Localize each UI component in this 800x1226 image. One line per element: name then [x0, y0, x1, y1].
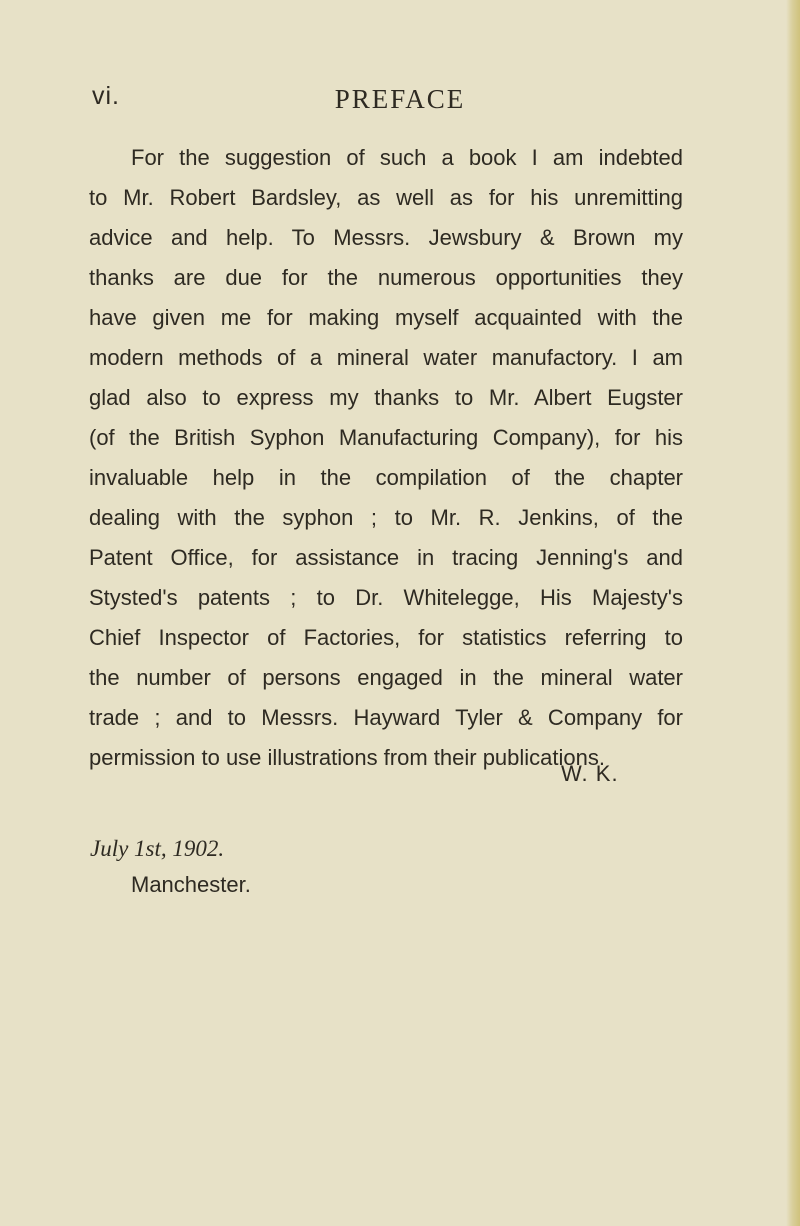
text-line: For the suggestion of such a book I am indebted	[131, 145, 683, 170]
page-edge	[786, 0, 800, 1226]
text-line: Stysted's patents ; to Dr. Whitelegge, His Majesty's	[89, 585, 683, 610]
preface-paragraph	[89, 138, 683, 778]
text-line: thanks are due for the numerous opportunities they	[89, 265, 683, 290]
text-line: trade ; and to Messrs. Hayward Tyler & Company for	[89, 705, 683, 730]
text-line: the number of persons engaged in the mineral water	[89, 665, 683, 690]
text-line: Chief Inspector of Factories, for statistics referring to	[89, 625, 683, 650]
author-signature: W. K.	[561, 761, 619, 786]
dateline-date: July 1st, 1902.	[90, 836, 225, 861]
running-head: PREFACE	[334, 84, 466, 114]
text-line: have given me for making myself acquainted with the	[89, 305, 683, 330]
dateline-place: Manchester.	[131, 872, 251, 897]
text-line: to Mr. Robert Bardsley, as well as for his unremitting	[89, 185, 683, 210]
text-line: invaluable help in the compilation of the chapter	[89, 465, 683, 490]
text-line: Patent Office, for assistance in tracing Jenning's and	[89, 545, 683, 570]
page-number: vi.	[92, 82, 120, 110]
text-line: (of the British Syphon Manufacturing Company), for his	[89, 425, 683, 450]
text-line: dealing with the syphon ; to Mr. R. Jenkins, of the	[89, 505, 683, 530]
text-line: advice and help. To Messrs. Jewsbury & Brown my	[89, 225, 683, 250]
text-line: permission to use illustrations from their publications.	[89, 745, 606, 770]
text-line: glad also to express my thanks to Mr. Albert Eugster	[89, 385, 683, 410]
text-line: modern methods of a mineral water manufactory. I am	[89, 345, 683, 370]
